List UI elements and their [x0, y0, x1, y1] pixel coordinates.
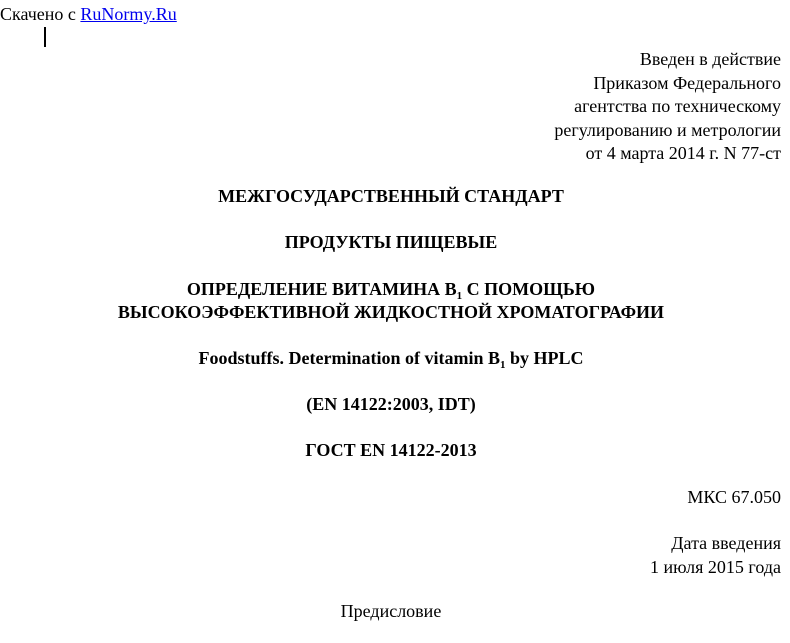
product-heading: ПРОДУКТЫ ПИЩЕВЫЕ [284, 232, 498, 252]
method-heading-line-1 [0, 279, 782, 300]
gost-designation: ГОСТ EN 14122-2013 [305, 440, 477, 460]
english-title-post: by HPLC [505, 348, 584, 368]
effective-date-block [650, 532, 781, 579]
method-heading-pre: ОПРЕДЕЛЕНИЕ ВИТАМИНА В [186, 279, 457, 299]
enactment-line-2: Приказом Федерального [593, 72, 781, 93]
enactment-line-3: агентства по техническому [574, 96, 781, 116]
source-prefix: Скачено с [0, 4, 81, 24]
english-title [0, 348, 782, 369]
method-heading-subscript: 1 [456, 290, 463, 302]
source-line [0, 3, 177, 25]
source-link[interactable]: RuNormy.Ru [80, 4, 177, 24]
method-heading-post: С ПОМОЩЬЮ [462, 279, 596, 299]
enactment-line-1: Введен в действие [639, 49, 781, 69]
enactment-notice [554, 48, 781, 166]
text-cursor [44, 27, 46, 47]
effective-date-value: 1 июля 2015 года [650, 556, 781, 577]
mks-code: МКС 67.050 [687, 487, 781, 507]
english-title-pre: Foodstuffs. Determination of vitamin B [198, 348, 500, 368]
en-reference: (EN 14122:2003, IDT) [306, 394, 476, 414]
method-heading-line-2: ВЫСОКОЭФФЕКТИВНОЙ ЖИДКОСТНОЙ ХРОМАТОГРАФИИ [117, 302, 665, 322]
standard-type-heading: МЕЖГОСУДАРСТВЕННЫЙ СТАНДАРТ [218, 186, 564, 206]
enactment-line-4: регулированию и метрологии [554, 119, 781, 140]
enactment-line-5: от 4 марта 2014 г. N 77-ст [585, 143, 781, 163]
foreword-heading: Предисловие [340, 601, 442, 621]
english-title-subscript: 1 [499, 359, 506, 371]
effective-date-label: Дата введения [671, 533, 781, 553]
